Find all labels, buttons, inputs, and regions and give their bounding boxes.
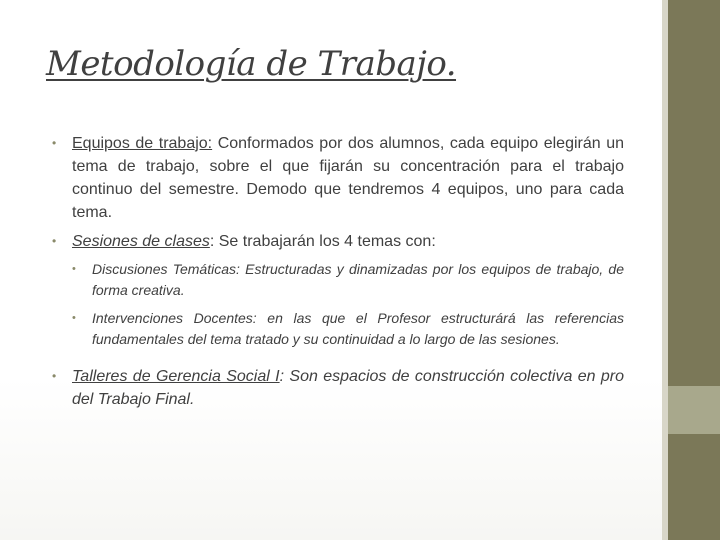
- bullet-sesiones: [52, 230, 624, 253]
- bullet-term: Talleres de Gerencia Social I: [72, 368, 280, 385]
- bullet-text: : Se trabajarán los 4 temas con:: [209, 233, 436, 250]
- sidebar-accent-top: [668, 0, 720, 386]
- bullet-term: Sesiones de clases: [72, 233, 210, 250]
- sub-bullet-dot-icon: •: [72, 263, 76, 275]
- sub-bullet-dot-icon: •: [72, 312, 76, 324]
- bullet-text: : Son espacios de construcción colectiva en pro del Trabajo Final.: [72, 368, 624, 408]
- sub-bullet-text: Estructuradas y dinamizadas por los equipos de trabajo, de forma creativa.: [92, 261, 624, 298]
- bullet-dot-icon: •: [52, 234, 57, 248]
- sub-bullet-term: Discusiones Temáticas:: [92, 261, 246, 277]
- bullet-equipos: [52, 132, 624, 224]
- sub-bullet-text: en las que el Profesor estructurárá las referencias fundamentales del tema tratado y su continuidad a lo largo de las sesiones.: [92, 310, 624, 347]
- bullet-term: Equipos de trabajo:: [72, 135, 213, 152]
- sub-bullet-intervenciones: [72, 308, 624, 349]
- slide-body: [52, 132, 624, 417]
- sidebar-accent-middle: [668, 386, 720, 434]
- bullet-talleres: [52, 365, 624, 411]
- spacer: [52, 357, 624, 365]
- bullet-text: Conformados por dos alumnos, cada equipo elegirán un tema de trabajo, sobre el que fijarán su concentración para el trabajo continuo del semestre. Demodo que tendremos 4 equipos, uno para cada tema.: [72, 135, 625, 221]
- sub-bullet-discusiones: [72, 259, 624, 300]
- bullet-dot-icon: •: [52, 369, 57, 383]
- bullet-dot-icon: •: [52, 136, 57, 150]
- slide-title: Metodología de Trabajo.: [46, 44, 457, 84]
- sub-bullet-term: Intervenciones Docentes:: [92, 310, 268, 326]
- sidebar-accent-bottom: [668, 434, 720, 540]
